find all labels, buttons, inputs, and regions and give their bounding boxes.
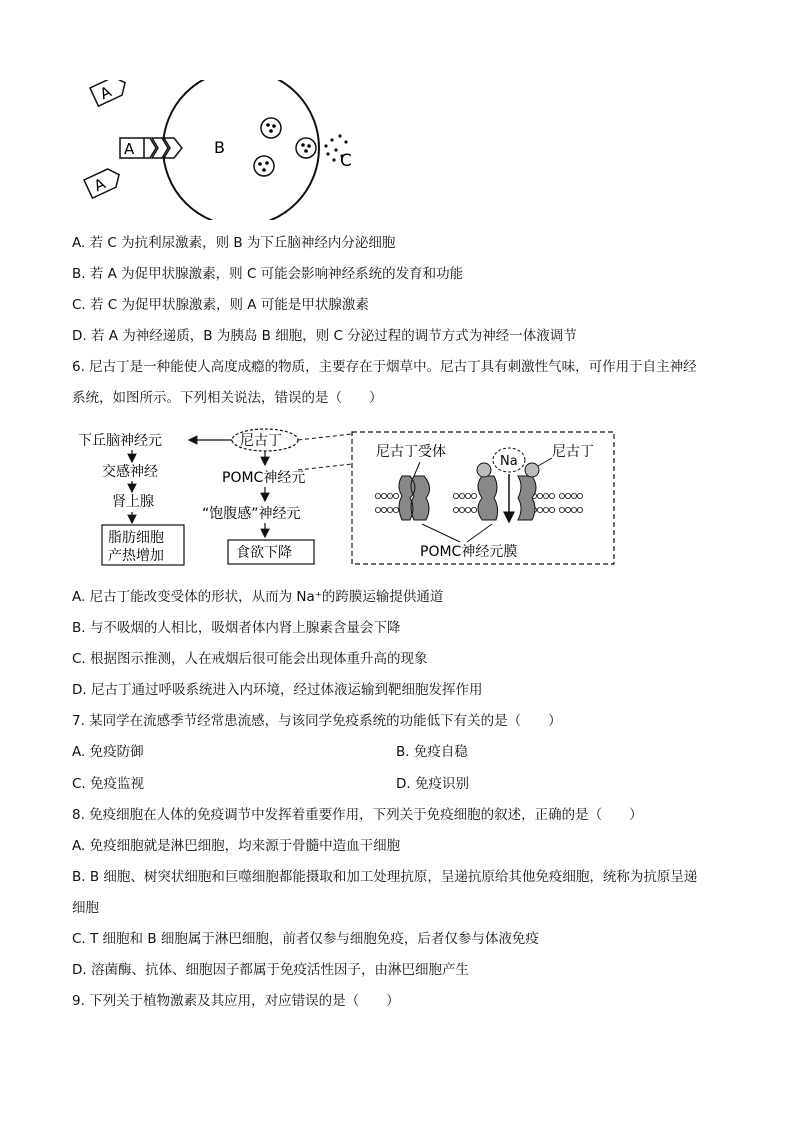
q7-option-d: D. 免疫识别 (396, 776, 469, 792)
q9-stem: 9. 下列关于植物激素及其应用，对应错误的是（ ） (72, 993, 400, 1009)
vesicle-3 (296, 138, 316, 158)
na-label: Na (500, 454, 518, 469)
membrane-label: POMC神经元膜 (420, 544, 518, 560)
q5-option-a: A. 若 C 为抗利尿激素，则 B 为下丘脑神经内分泌细胞 (72, 235, 396, 251)
q8-option-b-line1: B. B 细胞、树突状细胞和巨噬细胞都能摄取和加工处理抗原，呈递抗原给其他免疫细胞，统称为抗原呈递 (72, 869, 698, 885)
nicotine-pathway-figure (72, 424, 722, 574)
hypothalamus-neuron: 下丘脑神经元 (78, 433, 162, 449)
q8-option-b-line2: 细胞 (72, 900, 99, 916)
label-c: C (340, 151, 352, 171)
signal-a-bottom (84, 166, 123, 198)
cell-signaling-figure (78, 80, 368, 220)
q6-option-b: B. 与不吸烟的人相比，吸烟者体内肾上腺素含量会下降 (72, 620, 401, 636)
label-a-bottom: A (91, 174, 109, 196)
q7-option-b: B. 免疫自稳 (396, 744, 468, 760)
satiety-neuron: “饱腹感”神经元 (202, 506, 301, 522)
fat-cell-line1: 脂肪细胞 (108, 530, 164, 546)
vesicle-2 (254, 156, 274, 176)
q6-stem-line2: 系统，如图所示。下列相关说法，错误的是（ ） (72, 390, 383, 406)
receptor-label: 尼古丁受体 (376, 444, 446, 460)
q6-stem-line1: 6. 尼古丁是一种能使人高度成瘾的物质，主要存在于烟草中。尼古丁具有刺激性气味，可作用于自主神经 (72, 359, 697, 375)
q5-option-d: D. 若 A 为神经递质，B 为胰岛 B 细胞，则 C 分泌过程的调节方式为神经一体液调节 (72, 328, 577, 344)
label-a-top: A (97, 82, 115, 104)
q8-option-d: D. 溶菌酶、抗体、细胞因子都属于免疫活性因子，由淋巴细胞产生 (72, 962, 469, 978)
nicotine-molecule-1 (477, 463, 491, 477)
nicotine-label: 尼古丁 (240, 433, 282, 449)
q7-option-a: A. 免疫防御 (72, 744, 144, 760)
sympathetic-nerve: 交感神经 (102, 464, 158, 480)
nicotine-label-2: 尼古丁 (552, 444, 594, 460)
signal-a-bound (120, 138, 182, 158)
adrenal-gland: 肾上腺 (112, 494, 154, 510)
pomc-neuron: POMC神经元 (222, 470, 306, 486)
receptor-closed (399, 476, 430, 520)
q6-option-a: A. 尼古丁能改变受体的形状，从而为 Na⁺的跨膜运输提供通道 (72, 589, 444, 605)
appetite-decrease: 食欲下降 (236, 545, 292, 561)
q5-option-c: C. 若 C 为促甲状腺激素，则 A 可能是甲状腺激素 (72, 297, 369, 313)
label-b: B (214, 138, 225, 157)
label-a-mid: A (124, 140, 135, 158)
q6-option-c: C. 根据图示推测，人在戒烟后很可能会出现体重升高的现象 (72, 651, 428, 667)
vesicle-1 (261, 118, 281, 138)
q5-option-b: B. 若 A 为促甲状腺激素，则 C 可能会影响神经系统的发育和功能 (72, 266, 464, 282)
fat-cell-line2: 产热增加 (108, 548, 164, 564)
q7-stem: 7. 某同学在流感季节经常患流感，与该同学免疫系统的功能低下有关的是（ ） (72, 713, 562, 729)
nicotine-molecule-2 (525, 463, 539, 477)
signal-a-top (90, 80, 129, 106)
q6-option-d: D. 尼古丁通过呼吸系统进入内环境，经过体液运输到靶细胞发挥作用 (72, 682, 483, 698)
q8-option-c: C. T 细胞和 B 细胞属于淋巴细胞，前者仅参与细胞免疫，后者仅参与体液免疫 (72, 931, 539, 947)
q8-stem: 8. 免疫细胞在人体的免疫调节中发挥着重要作用，下列关于免疫细胞的叙述，正确的是（ ） (72, 807, 643, 823)
receptor-open-left (478, 476, 498, 520)
q7-option-c: C. 免疫监视 (72, 776, 145, 792)
q8-option-a: A. 免疫细胞就是淋巴细胞，均来源于骨髓中造血干细胞 (72, 838, 401, 854)
